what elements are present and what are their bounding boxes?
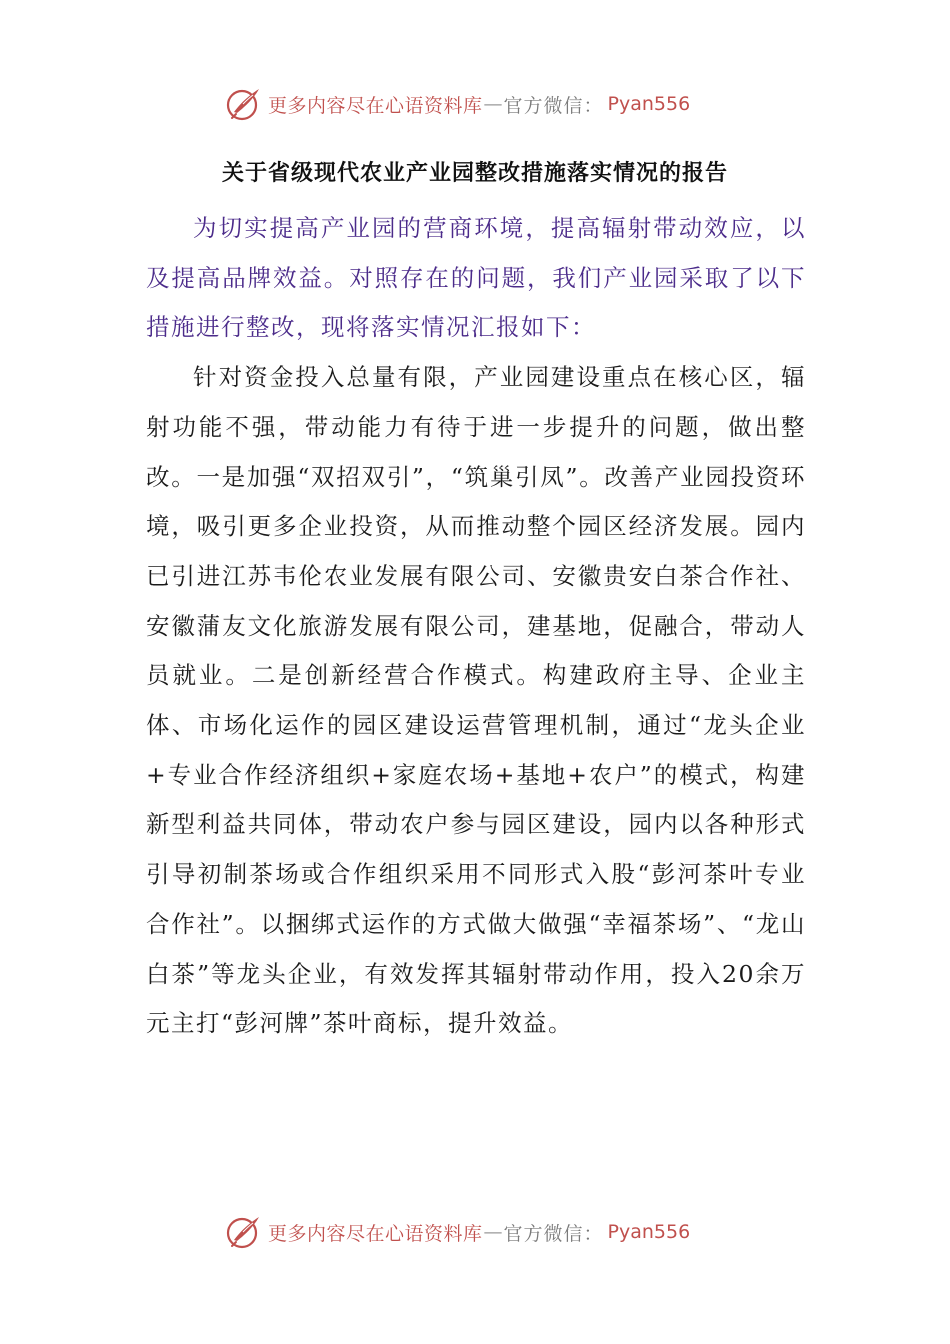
document-body (146, 204, 806, 1049)
quill-pen-logo-icon (226, 1214, 262, 1250)
header-banner (226, 84, 746, 124)
official-wechat-label: 官方微信： (503, 1222, 604, 1245)
quill-pen-logo-icon (226, 86, 262, 122)
document-title: 关于省级现代农业产业园整改措施落实情况的报告 (221, 161, 728, 186)
intro-paragraph: 为切实提高产业园的营商环境，提高辐射带动效应，以及提高品牌效益。对照存在的问题，我们产业园采取了以下措施进行整改，现将落实情况汇报如下： (146, 214, 806, 342)
wechat-id: Pyan556 (607, 93, 691, 115)
body-paragraph: 针对资金投入总量有限，产业园建设重点在核心区，辐射功能不强，带动能力有待于进一步提升的问题，做出整改。一是加强“双招双引”，“筑巢引凤”。改善产业园投资环境，吸引更多企业投资，从而推动整个园区经济发展。园内已引进江苏韦伦农业发展有限公司、安徽贵安白茶合作社、安徽蒲友文化旅游发展有限公司，建基地，促融合，带动人员就业。二是创新经营合作模式。构建政府主导、企业主体、市场化运作的园区建设运营管理机制，通过“龙头企业+专业合作经济组织+家庭农场+基地+农户”的模式，构建新型利益共同体，带动农户参与园区建设，园内以各种形式引导初制茶场或合作组织采用不同形式入股“彭河茶叶专业合作社”。以捆绑式运作的方式做大做强“幸福茶场”、“龙山白茶”等龙头企业，有效发挥其辐射带动作用，投入20余万元主打“彭河牌”茶叶商标，提升效益。 (146, 363, 806, 1038)
banner-separator: — (483, 1221, 503, 1243)
brand-text: 更多内容尽在心语资料库 (268, 1222, 483, 1245)
footer-banner (226, 1212, 746, 1252)
banner-separator: — (483, 93, 503, 115)
wechat-id: Pyan556 (607, 1221, 691, 1243)
brand-text: 更多内容尽在心语资料库 (268, 94, 483, 117)
official-wechat-label: 官方微信： (503, 94, 604, 117)
